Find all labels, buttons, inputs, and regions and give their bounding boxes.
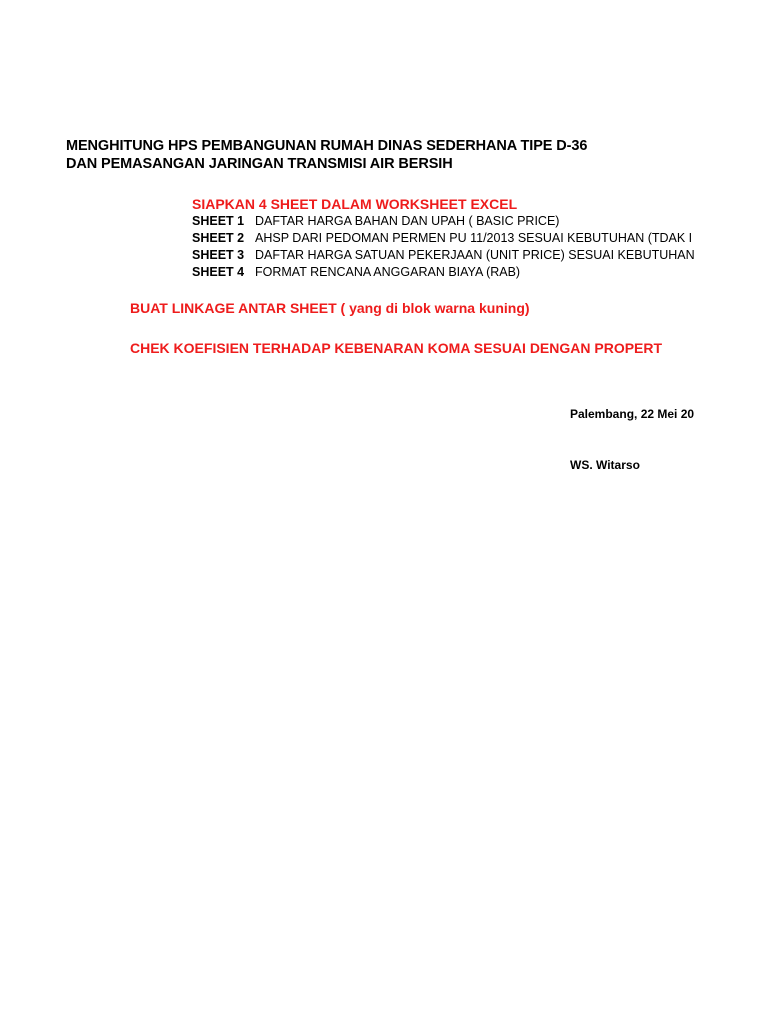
sheet-description: DAFTAR HARGA BAHAN DAN UPAH ( BASIC PRICE) <box>255 214 560 228</box>
sheet-label: SHEET 3 <box>192 248 245 262</box>
sheet-row <box>192 215 559 228</box>
linkage-note: BUAT LINKAGE ANTAR SHEET ( yang di blok warna kuning) <box>130 300 530 316</box>
document-title-line-2: DAN PEMASANGAN JARINGAN TRANSMISI AIR BERSIH <box>66 156 453 172</box>
sheet-row <box>192 232 692 245</box>
coefficient-note: CHEK KOEFISIEN TERHADAP KEBENARAN KOMA SESUAI DENGAN PROPERT <box>130 340 663 356</box>
sheet-row <box>192 266 520 279</box>
sheet-label: SHEET 1 <box>192 214 245 228</box>
instructions-heading: SIAPKAN 4 SHEET DALAM WORKSHEET EXCEL <box>192 196 518 212</box>
signature-place-date: Palembang, 22 Mei 20 <box>570 407 695 421</box>
sheet-label: SHEET 4 <box>192 265 245 279</box>
sheet-row <box>192 249 695 262</box>
signature-name: WS. Witarso <box>570 458 640 472</box>
document-title-line-1: MENGHITUNG HPS PEMBANGUNAN RUMAH DINAS SEDERHANA TIPE D-36 <box>66 138 588 154</box>
sheet-description: DAFTAR HARGA SATUAN PEKERJAAN (UNIT PRICE) SESUAI KEBUTUHAN <box>255 248 695 262</box>
sheet-description: FORMAT RENCANA ANGGARAN BIAYA (RAB) <box>255 265 521 279</box>
sheet-label: SHEET 2 <box>192 231 245 245</box>
sheet-description: AHSP DARI PEDOMAN PERMEN PU 11/2013 SESUAI KEBUTUHAN (TDAK I <box>255 231 693 245</box>
